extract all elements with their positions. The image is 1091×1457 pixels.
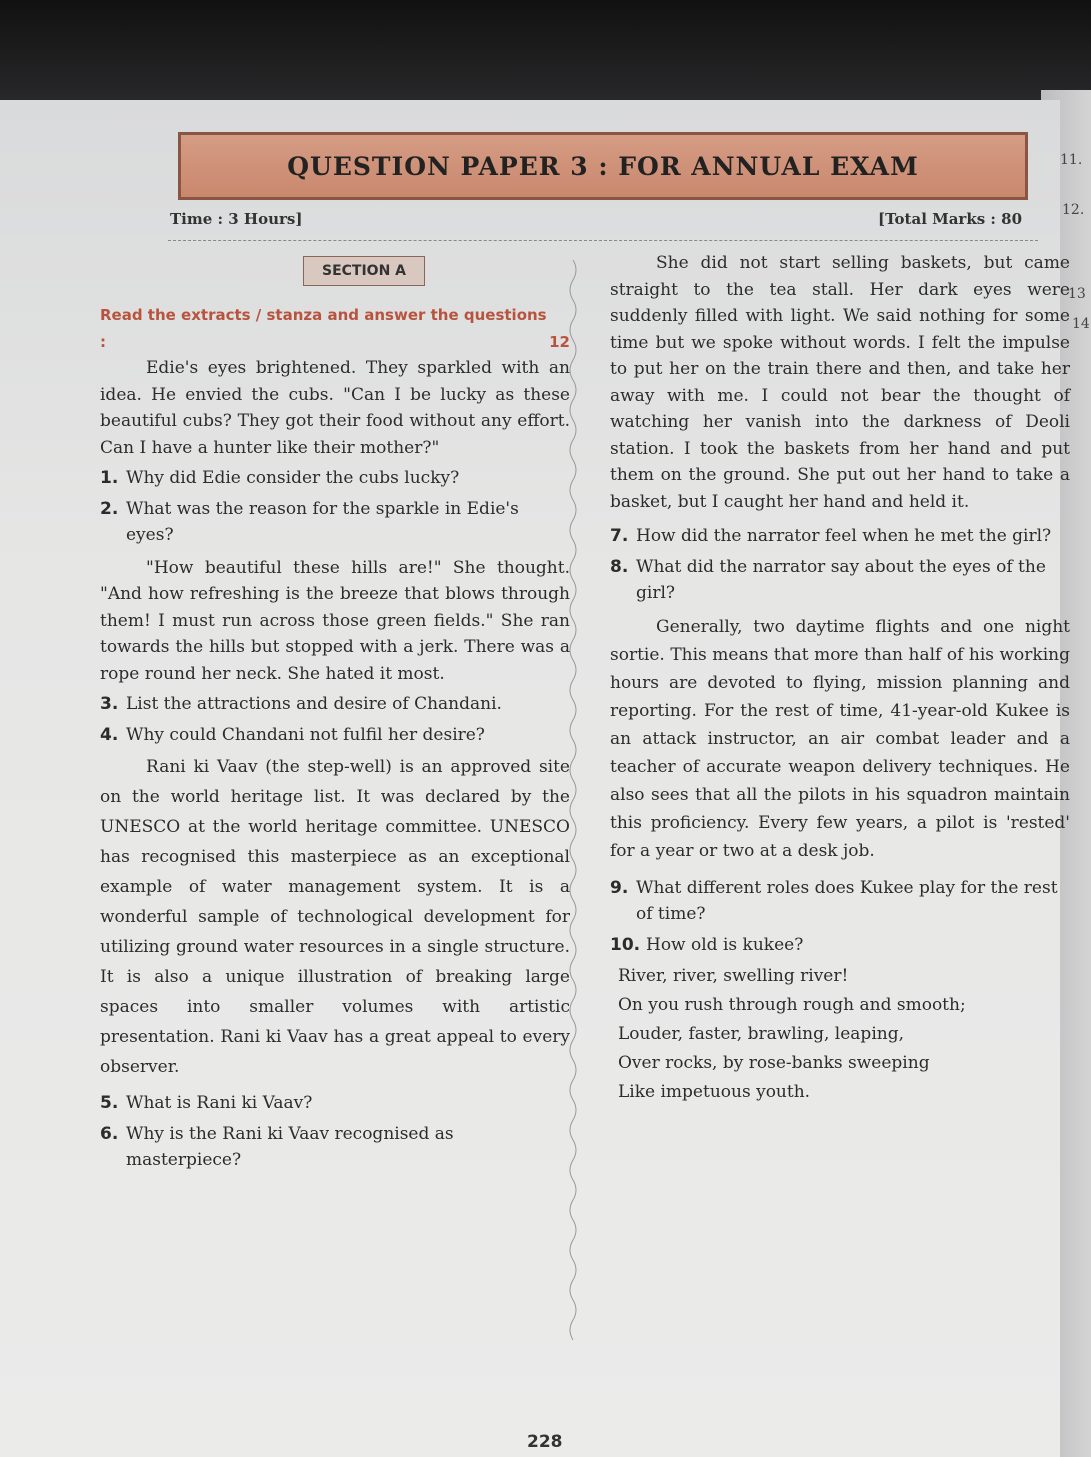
poem-river <box>610 962 1070 1107</box>
background-dark <box>0 0 1091 110</box>
question-text: Why did Edie consider the cubs lucky? <box>126 468 460 488</box>
passage-chandani: "How beautiful these hills are!" She thought. "And how refreshing is the breeze that blows through them! I must run across those green fields." She ran towards the hills but stopped with a jerk. There was a rope round her neck. She hated it most. <box>100 557 570 684</box>
question-number: 4. <box>100 724 119 745</box>
edge-number: 14 <box>1072 316 1090 332</box>
question-5 <box>100 1090 570 1117</box>
question-number: 7. <box>610 526 629 546</box>
passage-edie: Edie's eyes brightened. They sparkled with an idea. He envied the cubs. "Can I be lucky as these beautiful cubs? They got their food without any effort. Can I have a hunter like their mother?" <box>100 358 570 458</box>
question-text: What is Rani ki Vaav? <box>126 1093 313 1113</box>
question-text: Why is the Rani ki Vaav recognised as masterpiece? <box>126 1123 454 1170</box>
passage-basket-girl: She did not start selling baskets, but came straight to the tea stall. Her dark eyes were suddenly filled with light. We said nothing for some time but we spoke without words. I felt the impulse to put her on the train there and then, and take her away with me. I could not bear the thought of watching her vanish into the darkness of Deoli station. I took the baskets from her hand and put them on the ground. She put out her hand to take a basket, but I caught her hand and held it. <box>610 253 1070 512</box>
question-text: Why could Chandani not fulfil her desire? <box>126 724 485 745</box>
time-label: Time : 3 Hours] <box>170 210 303 228</box>
question-number: 6. <box>100 1123 119 1144</box>
question-text: What was the reason for the sparkle in Edie's eyes? <box>126 498 519 545</box>
edge-number: 12. <box>1062 202 1085 218</box>
question-text: What did the narrator say about the eyes of the girl? <box>636 556 1046 603</box>
title-banner <box>178 132 1028 200</box>
question-number: 5. <box>100 1093 119 1113</box>
edge-number: 11. <box>1060 152 1083 168</box>
left-column <box>100 302 570 1178</box>
question-4 <box>100 722 570 749</box>
question-1 <box>100 465 570 492</box>
question-number: 10. <box>610 934 641 955</box>
poem-line: On you rush through rough and smooth; <box>618 995 966 1015</box>
instruction-text: Read the extracts / stanza and answer the questions : <box>100 306 547 351</box>
edge-number: 13 <box>1068 286 1086 302</box>
total-marks-label: [Total Marks : 80 <box>878 210 1023 228</box>
right-column <box>610 250 1070 1107</box>
question-number: 1. <box>100 468 119 488</box>
poem-line: Louder, faster, brawling, leaping, <box>618 1024 904 1044</box>
header-divider <box>168 240 1038 241</box>
instruction-marks: 12 <box>549 332 570 351</box>
section-label: SECTION A <box>303 256 425 286</box>
question-6 <box>100 1121 570 1174</box>
question-text: How did the narrator feel when he met the girl? <box>636 526 1052 546</box>
poem-line: River, river, swelling river! <box>618 966 849 986</box>
question-text: List the attractions and desire of Chandani. <box>126 694 502 714</box>
poem-line: Over rocks, by rose-banks sweeping <box>618 1053 930 1073</box>
question-7 <box>610 523 1070 550</box>
question-3 <box>100 691 570 718</box>
question-2 <box>100 496 570 549</box>
page-number: 228 <box>527 1432 563 1452</box>
page-title: QUESTION PAPER 3 : FOR ANNUAL EXAM <box>287 151 919 181</box>
poem-line: Like impetuous youth. <box>618 1082 811 1102</box>
instruction <box>100 302 570 355</box>
question-text: How old is kukee? <box>646 934 804 955</box>
question-9 <box>610 875 1070 928</box>
question-number: 9. <box>610 877 629 898</box>
question-10 <box>610 932 1070 959</box>
question-text: What different roles does Kukee play for the rest of time? <box>636 877 1058 924</box>
question-number: 3. <box>100 694 119 714</box>
question-8 <box>610 554 1070 607</box>
passage-rani-ki-vaav: Rani ki Vaav (the step-well) is an approved site on the world heritage list. It was declared by the UNESCO at the world heritage committee. UNESCO has recognised this masterpiece as an exceptional example of water management system. It is a wonderful sample of technological development for utilizing ground water resources in a single structure. It is also a unique illustration of breaking large spaces into smaller volumes with artistic presentation. Rani ki Vaav has a great appeal to every observer. <box>100 757 570 1077</box>
question-number: 8. <box>610 556 629 577</box>
passage-kukee: Generally, two daytime flights and one night sortie. This means that more than half of his working hours are devoted to flying, mission planning and reporting. For the rest of time, 41-year-old Kukee is an attack instructor, an air combat leader and a teacher of accurate weapon delivery techniques. He also sees that all the pilots in his squadron maintain this proficiency. Every few years, a pilot is 'rested' for a year or two at a desk job. <box>610 616 1070 861</box>
question-number: 2. <box>100 498 119 519</box>
